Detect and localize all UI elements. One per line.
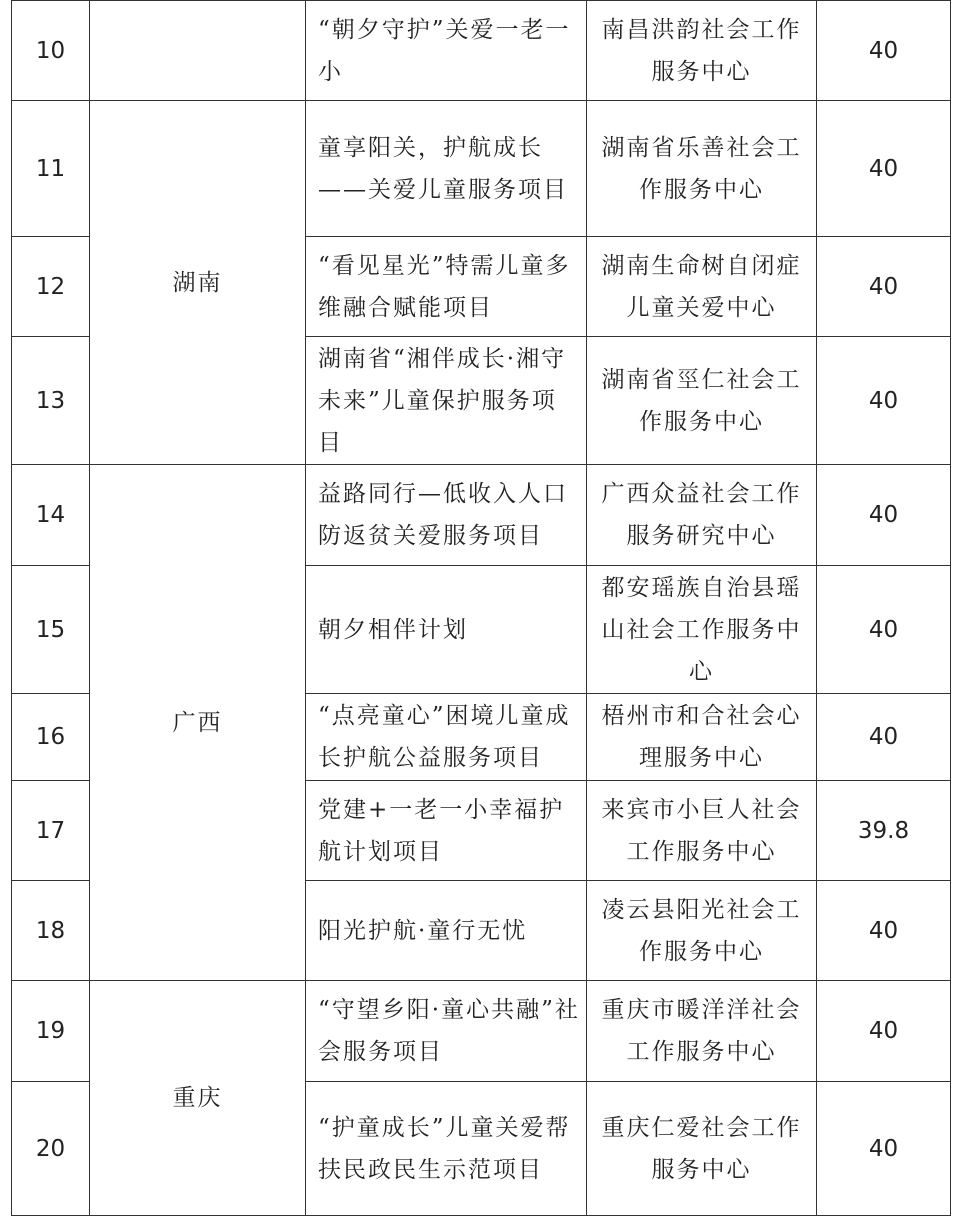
table-row <box>12 101 951 237</box>
project-name: “看见星光”特需儿童多维融合赋能项目 <box>306 237 587 337</box>
score: 40 <box>817 101 951 237</box>
score: 40 <box>817 237 951 337</box>
row-number: 15 <box>12 566 90 694</box>
organization-name: 重庆仁爱社会工作服务中心 <box>587 1082 817 1216</box>
organization-name: 湖南生命树自闭症儿童关爱中心 <box>587 237 817 337</box>
row-number: 16 <box>12 694 90 781</box>
organization-name: 梧州市和合社会心理服务中心 <box>587 694 817 781</box>
row-number: 11 <box>12 101 90 237</box>
project-name: 朝夕相伴计划 <box>306 566 587 694</box>
row-number: 18 <box>12 881 90 981</box>
organization-name: 湖南省巠仁社会工作服务中心 <box>587 337 817 465</box>
score: 40 <box>817 337 951 465</box>
project-name: 童享阳关，护航成长——关爱儿童服务项目 <box>306 101 587 237</box>
region-cell: 重庆 <box>90 981 306 1216</box>
organization-name: 广西众益社会工作服务研究中心 <box>587 465 817 566</box>
score: 40 <box>817 566 951 694</box>
organization-name: 湖南省乐善社会工作服务中心 <box>587 101 817 237</box>
organization-name: 都安瑶族自治县瑶山社会工作服务中心 <box>587 566 817 694</box>
row-number: 13 <box>12 337 90 465</box>
row-number: 17 <box>12 781 90 881</box>
region-cell: 广西 <box>90 465 306 981</box>
organization-name: 来宾市小巨人社会工作服务中心 <box>587 781 817 881</box>
region-cell <box>90 1 306 101</box>
organization-name: 南昌洪韵社会工作服务中心 <box>587 1 817 101</box>
project-name: “朝夕守护”关爱一老一小 <box>306 1 587 101</box>
table-row <box>12 981 951 1082</box>
row-number: 19 <box>12 981 90 1082</box>
organization-name: 重庆市暖洋洋社会工作服务中心 <box>587 981 817 1082</box>
table-row <box>12 465 951 566</box>
score: 40 <box>817 981 951 1082</box>
project-name: 阳光护航·童行无忧 <box>306 881 587 981</box>
project-name: 党建+一老一小幸福护航计划项目 <box>306 781 587 881</box>
row-number: 14 <box>12 465 90 566</box>
score: 39.8 <box>817 781 951 881</box>
score: 40 <box>817 1082 951 1216</box>
organization-name: 凌云县阳光社会工作服务中心 <box>587 881 817 981</box>
table-row <box>12 1 951 101</box>
project-table <box>11 0 951 1216</box>
region-cell: 湖南 <box>90 101 306 465</box>
project-name: “守望乡阳·童心共融”社会服务项目 <box>306 981 587 1082</box>
row-number: 10 <box>12 1 90 101</box>
row-number: 20 <box>12 1082 90 1216</box>
score: 40 <box>817 694 951 781</box>
row-number: 12 <box>12 237 90 337</box>
project-name: 湖南省“湘伴成长·湘守未来”儿童保护服务项目 <box>306 337 587 465</box>
score: 40 <box>817 1 951 101</box>
project-name: 益路同行—低收入人口防返贫关爱服务项目 <box>306 465 587 566</box>
score: 40 <box>817 465 951 566</box>
project-name: “护童成长”儿童关爱帮扶民政民生示范项目 <box>306 1082 587 1216</box>
project-name: “点亮童心”困境儿童成长护航公益服务项目 <box>306 694 587 781</box>
score: 40 <box>817 881 951 981</box>
